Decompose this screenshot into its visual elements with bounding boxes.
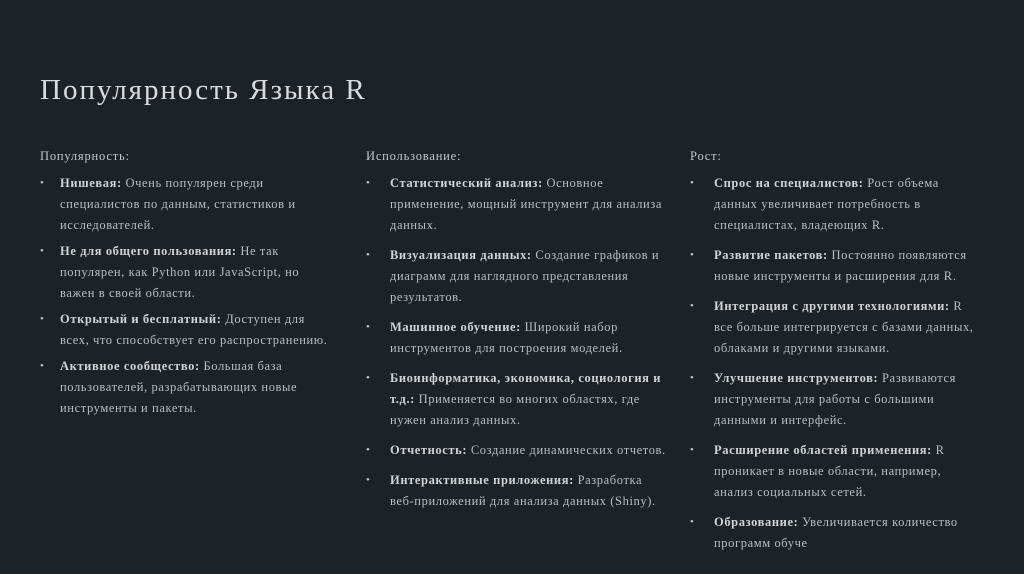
column-heading: Популярность: [40,149,130,163]
item-text: Применяется во многих областях, где нужен анализ данных. [390,392,640,427]
list-item [366,440,666,461]
bullet-icon: • [40,177,45,189]
list-item [366,470,666,512]
item-text: Создание графиков и диаграмм для наглядного представления результатов. [390,248,660,304]
item-term: Отчетность: [390,443,468,457]
item-term: Спрос на специалистов: [714,176,864,190]
item-text: Увеличивается количество программ обуче [714,515,958,550]
item-term: Улучшение инструментов: [714,371,879,385]
bullet-icon: • [690,516,695,528]
bullet-icon: • [366,249,371,261]
list-item [366,245,666,308]
list-item [690,440,980,503]
item-text: Постоянно появляются новые инструменты и расширения для R. [714,248,967,283]
slide-title: Популярность Языка R [40,74,367,106]
column-heading: Рост: [690,149,722,163]
bullet-icon: • [366,372,371,384]
item-term: Машинное обучение: [390,320,521,334]
item-term: Статистический анализ: [390,176,543,190]
list-item [40,309,330,351]
list-item [366,368,666,431]
bullet-icon: • [690,177,695,189]
bullet-icon: • [690,300,695,312]
bullet-icon: • [366,444,371,456]
list-item [690,245,980,287]
list-item [690,512,980,554]
item-text: R все больше интегрируется с базами данных, облаками и другими языками. [714,299,974,355]
item-term: Расширение областей применения: [714,443,932,457]
item-text: Разработка веб-приложений для анализа данных (Shiny). [390,473,656,508]
bullet-icon: • [690,444,695,456]
list-item [40,356,330,419]
item-term: Интерактивные приложения: [390,473,574,487]
item-term: Не для общего пользования: [60,244,237,258]
item-term: Образование: [714,515,799,529]
column-heading: Использование: [366,149,462,163]
column-popularity [40,146,330,424]
item-term: Открытый и бесплатный: [60,312,222,326]
list-item [690,368,980,431]
list-item [40,173,330,236]
item-term: Нишевая: [60,176,122,190]
item-text: Рост объема данных увеличивает потребность в специалистах, владеющих R. [714,176,939,232]
item-term: Развитие пакетов: [714,248,828,262]
list-item [690,296,980,359]
list-item [690,173,980,236]
item-term: Интеграция с другими технологиями: [714,299,950,313]
item-text: Очень популярен среди специалистов по данным, статистиков и исследователей. [60,176,296,232]
list-item [366,173,666,236]
item-text: Создание динамических отчетов. [467,443,666,457]
item-text: Широкий набор инструментов для построения моделей. [390,320,623,355]
item-text: Развиваются инструменты для работы с большими данными и интерфейс. [714,371,956,427]
bullet-list [40,173,330,419]
item-term: Биоинформатика, экономика, социология и т.д.: [390,371,662,406]
bullet-icon: • [690,249,695,261]
list-item [40,241,330,304]
item-text: Доступен для всех, что способствует его распространению. [60,312,328,347]
bullet-icon: • [366,474,371,486]
bullet-icon: • [40,360,45,372]
list-item [366,317,666,359]
item-text: Не так популярен, как Python или JavaScript, но важен в своей области. [60,244,300,300]
bullet-icon: • [366,321,371,333]
bullet-icon: • [366,177,371,189]
bullet-list [690,173,980,554]
item-term: Активное сообщество: [60,359,200,373]
item-text: Большая база пользователей, разрабатывающих новые инструменты и пакеты. [60,359,298,415]
item-text: Основное применение, мощный инструмент для анализа данных. [390,176,663,232]
bullet-icon: • [40,245,45,257]
column-growth [690,146,980,563]
item-term: Визуализация данных: [390,248,532,262]
item-text: R проникает в новые области, например, анализ социальных сетей. [714,443,945,499]
bullet-list [366,173,666,512]
bullet-icon: • [40,313,45,325]
column-usage [366,146,666,521]
bullet-icon: • [690,372,695,384]
